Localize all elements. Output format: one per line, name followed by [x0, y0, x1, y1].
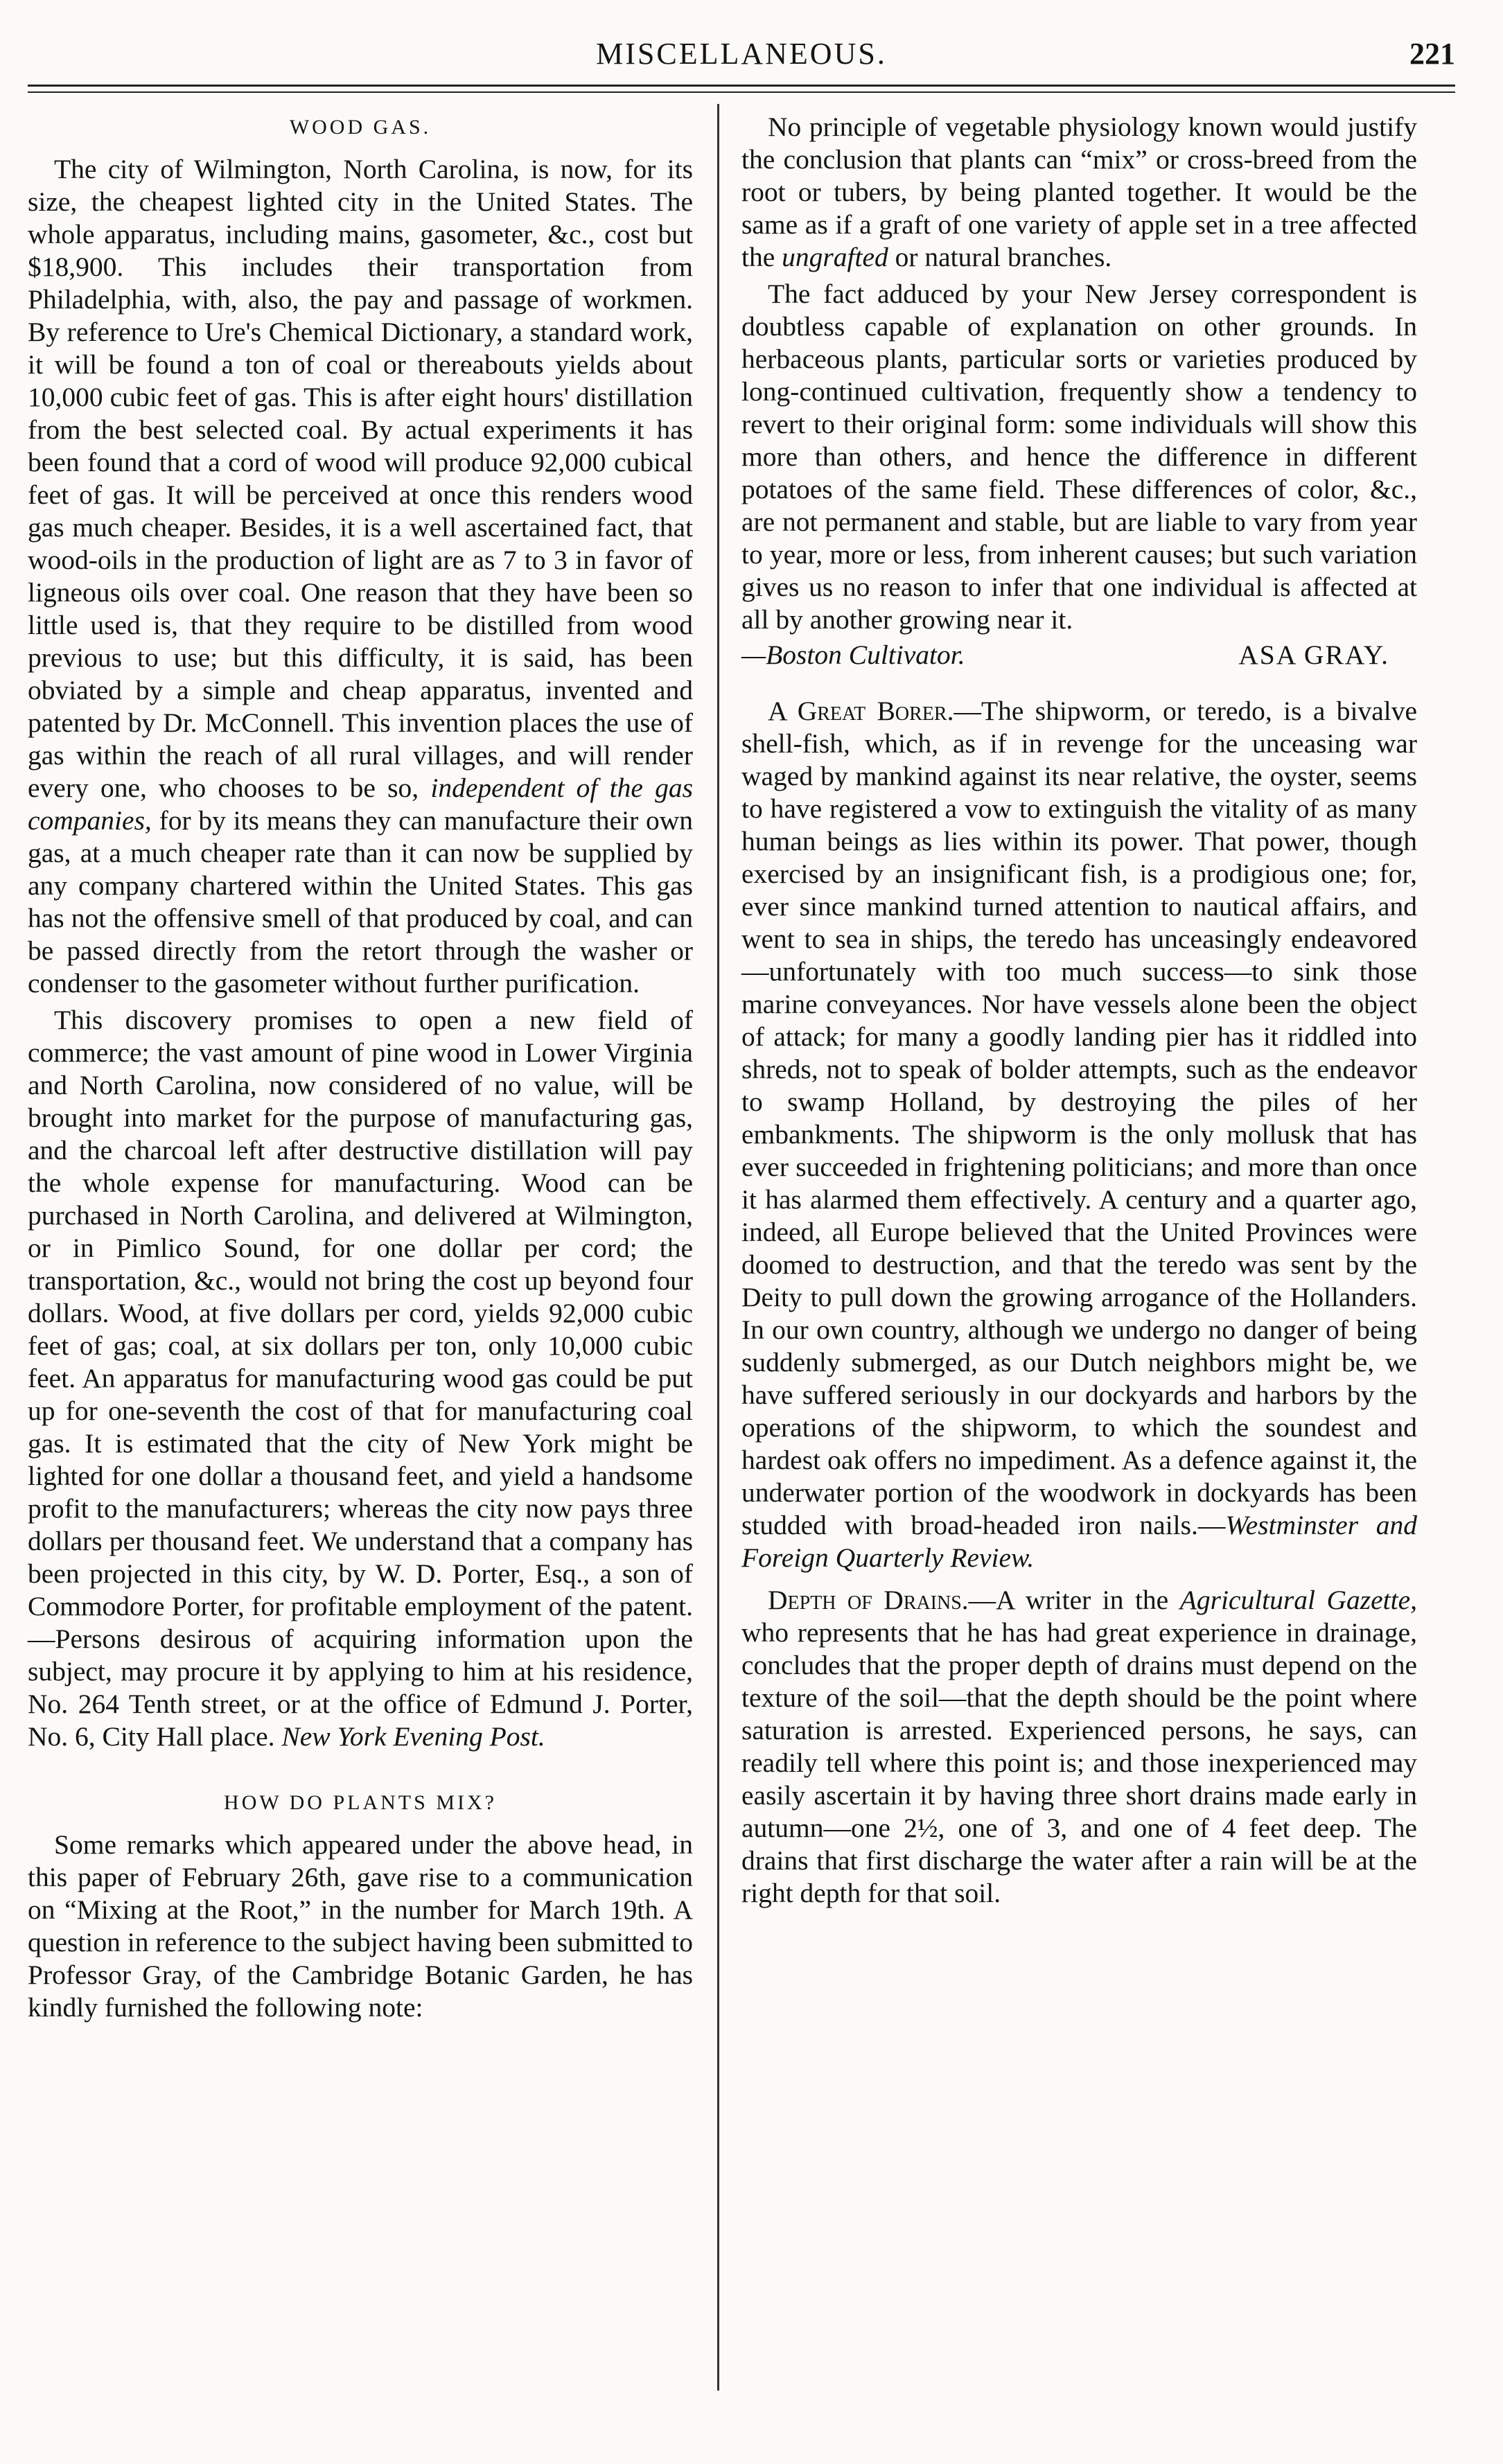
- wood-gas-paragraph-2: [28, 1004, 693, 1753]
- text-span: This discovery promises to open a new field of commerce; the vast amount of pine wood in Lower Virginia and North Carolina, now considered of no value, will be brought into market for the purpose of manufacturing gas, and the charcoal left after destructive distillation will pay the whole expense for manufacturing. Wood can be purchased in North Carolina, and delivered at Wilmington, or in Pimlico Sound, for one dollar per cord; the transportation, &c., would not bring the cost up beyond four dollars. Wood, at five dollars per cord, yields 92,000 cubic feet of gas; coal, at six dollars per ton, only 10,000 cubic feet. An apparatus for manufacturing wood gas could be put up for one-seventh the cost of that for manufacturing coal gas. It is estimated that the city of New York might be lighted for one dollar a thousand feet, and yield a handsome profit to the manufacturers; whereas the city now pays three dollars per thousand feet. We understand that a company has been projected in this city, by W. D. Porter, Esq., a son of Commodore Porter, for profitable employment of the patent.—Persons desirous of acquiring information upon the subject, may procure it by applying to him at his residence, No. 264 Tenth street, or at the office of Edmund J. Porter, No. 6, City Hall place.: [28, 1005, 693, 1752]
- italic-phrase: independent of the gas companies,: [28, 773, 693, 836]
- page-header: [28, 36, 1455, 85]
- text-span: —A writer in the: [968, 1585, 1180, 1615]
- spacer: [741, 671, 1417, 695]
- header-rule-thin: [28, 91, 1455, 93]
- plants-mix-paragraph-1: Some remarks which appeared under the above head, in this paper of February 26th, gave rise to a communication on “Mixing at the Root,” in the number for March 19th. A question in reference to the subject having been submitted to Professor Gray, of the Cambridge Botanic Garden, he has kindly furnished the following note:: [28, 1829, 693, 2023]
- running-title: MISCELLANEOUS.: [596, 37, 887, 71]
- spacer: [28, 1753, 693, 1786]
- source-citation: New York Evening Post.: [281, 1721, 545, 1752]
- text-span: No principle of vegetable physiology known would justify the conclusion that plants can “mix” or cross-breed from the root or tubers, by being planted together. It would be the same as if a graft of one variety of apple set in a tree affected the: [741, 112, 1417, 272]
- article-lead-in: Depth of Drains.: [768, 1585, 969, 1615]
- article-heading-plants-mix: HOW DO PLANTS MIX?: [224, 1791, 497, 1814]
- left-column: [28, 111, 693, 2024]
- plants-mix-paragraph-2: [741, 111, 1417, 274]
- italic-phrase: Agricultural Gazette,: [1179, 1585, 1417, 1615]
- article-heading-wood-gas: WOOD GAS.: [289, 116, 432, 139]
- article-lead-in: A Great Borer.: [768, 696, 954, 726]
- text-span: The city of Wilmington, North Carolina, is now, for its size, the cheapest lighted city in the United States. The whole apparatus, including mains, gasometer, &c., cost but $18,900. This includes their transportation from Philadelphia, with, also, the pay and passage of workmen. By reference to Ure's Chemical Dictionary, a standard work, it will be found a ton of coal or thereabouts yields about 10,000 cubic feet of gas. This is after eight hours' distillation from the best selected coal. By actual experiments it has been found that a cord of wood will produce 92,000 cubical feet of gas. It will be perceived at once this renders wood gas much cheaper. Besides, it is a well ascertained fact, that wood-oils in the production of light are as 7 to 3 in favor of ligneous oils over coal. One reason that they have been so little used is, that they require to be distilled from wood previous to use; but this difficulty, it is said, has been obviated by a simple and cheap apparatus, invented and patented by Dr. McConnell. This invention places the use of gas within the reach of all rural villages, and will render every one, who chooses to be so,: [28, 154, 693, 803]
- right-column: [741, 111, 1417, 1910]
- text-span: or natural branches.: [888, 242, 1112, 272]
- great-borer-paragraph: [741, 695, 1417, 1574]
- author-signature: ASA GRAY.: [1238, 640, 1389, 670]
- source-citation: —Boston Cultivator.: [741, 640, 965, 670]
- wood-gas-paragraph-1: [28, 153, 693, 1000]
- depth-drains-paragraph: [741, 1584, 1417, 1910]
- page-number: 221: [1409, 37, 1455, 71]
- spacer: [741, 1574, 1417, 1584]
- column-divider: [717, 104, 719, 2391]
- text-span: —The shipworm, or teredo, is a bivalve shell-fish, which, as if in revenge for the unceasing war waged by mankind against its near relative, the oyster, seems to have registered a vow to extinguish the vitality of as many human beings as lies within its power. That power, though exercised by an insignificant fish, is a prodigious one; for, ever since mankind turned attention to nautical affairs, and went to sea in ships, the teredo has unceasingly endeavored—unfortunately with too much success—to sink those marine conveyances. Nor have vessels alone been the object of attack; for many a goodly landing pier has it riddled into shreds, not to speak of bolder attempts, such as the endeavor to swamp Holland, by destroying the piles of her embankments. The shipworm is the only mollusk that has ever succeeded in frightening politicians; and more than once it has alarmed them effectively. A century and a quarter ago, indeed, all Europe believed that the United Provinces were doomed to destruction, and that the teredo was sent by the Deity to pull down the growing arrogance of the Hollanders. In our own country, although we undergo no danger of being suddenly submerged, as our Dutch neighbors might be, we have suffered seriously in our dockyards and harbors by the operations of the shipworm, to which the soundest and hardest oak offers no impediment. As a defence against it, the underwater portion of the woodwork in dockyards has been studded with broad-headed iron nails.—: [741, 696, 1417, 1540]
- source-citation: Westminster and Foreign Quarterly Review.: [741, 1510, 1417, 1573]
- italic-word: ungrafted: [782, 242, 888, 272]
- signature-line: [741, 639, 1417, 671]
- plants-mix-paragraph-3: The fact adduced by your New Jersey correspondent is doubtless capable of explanation on other grounds. In herbaceous plants, particular sorts or varieties produced by long-continued cultivation, frequently show a tendency to revert to their original form: some individuals will show this more than others, and hence the difference in different potatoes of the same field. These differences of color, &c., are not permanent and stable, but are liable to vary from year to year, more or less, from inherent causes; but such variation gives us no reason to infer that one individual is affected at all by another growing near it.: [741, 279, 1417, 635]
- text-span: who represents that he has had great experience in drainage, concludes that the proper depth of drains must depend on the texture of the soil—that the depth should be the point where saturation is arrested. Experienced persons, he says, can readily tell where this point is; and those inexperienced may easily ascertain it by having three short drains made early in autumn—one 2½, one of 3, and one of 4 feet deep. The drains that first discharge the water after a rain will be at the right depth for that soil.: [741, 1617, 1417, 1908]
- text-span: for by its means they can manufacture their own gas, at a much cheaper rate than it can now be supplied by any company chartered within the United States. This gas has not the offensive smell of that produced by coal, and can be passed directly from the retort through the washer or condenser to the gasometer without further purification.: [28, 805, 693, 998]
- header-rule: [28, 85, 1455, 87]
